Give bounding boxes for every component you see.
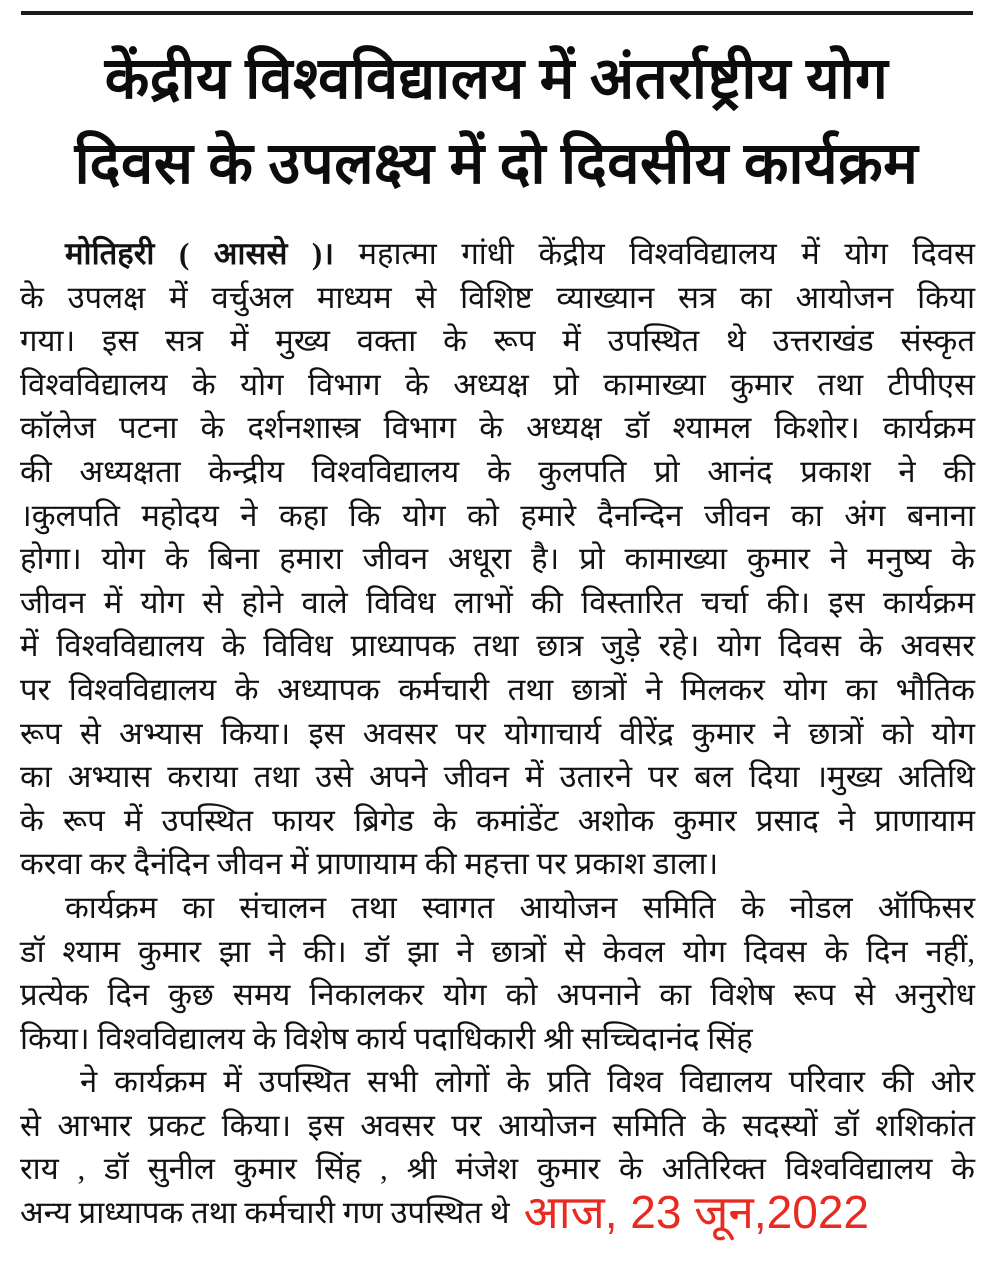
top-rule-divider bbox=[21, 11, 973, 15]
line-text: के उपलक्ष में वर्चुअल माध्यम से विशिष्ट व्याख्यान सत्र का आयोजन किया bbox=[20, 279, 975, 315]
line-text: की अध्यक्षता केन्द्रीय विश्वविद्यालय के कुलपति प्रो आनंद प्रकाश ने की bbox=[20, 453, 975, 489]
line-text: पर विश्वविद्यालय के अध्यापक कर्मचारी तथा छात्रों ने मिलकर योग का भौतिक bbox=[20, 671, 975, 707]
line-text: ।कुलपति महोदय ने कहा कि योग को हमारे दैनन्दिन जीवन का अंग बनाना bbox=[20, 497, 975, 533]
headline-line-1: केंद्रीय विश्वविद्यालय में अंतर्राष्ट्रीय योग bbox=[104, 46, 889, 111]
article-line bbox=[20, 276, 975, 320]
line-text: अन्य प्राध्यापक तथा कर्मचारी गण उपस्थित थे bbox=[20, 1195, 510, 1231]
line-text: महात्मा गांधी केंद्रीय विश्वविद्यालय में योग दिवस bbox=[358, 236, 975, 271]
article-line bbox=[20, 755, 975, 799]
article-line bbox=[20, 624, 975, 668]
line-text: जीवन में योग से होने वाले विविध लाभों की विस्तारित चर्चा की। इस कार्यक्रम bbox=[20, 584, 975, 620]
article-line bbox=[20, 799, 975, 843]
line-text: गया। इस सत्र में मुख्य वक्ता के रूप में उपस्थित थे उत्तराखंड संस्कृत bbox=[20, 323, 975, 359]
line-text: डॉ श्याम कुमार झा ने की। डॉ झा ने छात्रों से केवल योग दिवस के दिन नहीं, bbox=[20, 933, 975, 969]
article-line bbox=[20, 1104, 975, 1148]
article-line bbox=[20, 712, 975, 756]
article-line bbox=[20, 494, 975, 538]
line-text: से आभार प्रकट किया। इस अवसर पर आयोजन समिति के सदस्यों डॉ शशिकांत bbox=[20, 1107, 975, 1143]
article-line bbox=[20, 363, 975, 407]
article-line bbox=[20, 406, 975, 450]
article-line bbox=[20, 581, 975, 625]
line-text: रूप से अभ्यास किया। इस अवसर पर योगाचार्य वीरेंद्र कुमार ने छात्रों को योग bbox=[20, 715, 975, 751]
article-line bbox=[20, 319, 975, 363]
article-line bbox=[20, 930, 975, 974]
line-text: कॉलेज पटना के दर्शनशास्त्र विभाग के अध्यक्ष डॉ श्यामल किशोर। कार्यक्रम bbox=[20, 410, 975, 446]
line-text: करवा कर दैनंदिन जीवन में प्राणायाम की महत्ता पर प्रकाश डाला। bbox=[20, 846, 719, 882]
line-text: प्रत्येक दिन कुछ समय निकालकर योग को अपनाने का विशेष रूप से अनुरोध bbox=[20, 977, 975, 1013]
article-line bbox=[20, 1186, 975, 1239]
headline bbox=[0, 0, 993, 206]
publish-date: आज, 23 जून,2022 bbox=[523, 1186, 869, 1239]
line-text: कार्यक्रम का संचालन तथा स्वागत आयोजन समिति के नोडल ऑफिसर bbox=[65, 889, 975, 925]
line-text: में विश्वविद्यालय के विविध प्राध्यापक तथा छात्र जुड़े रहे। योग दिवस के अवसर bbox=[20, 628, 975, 664]
line-text: राय , डॉ सुनील कुमार सिंह , श्री मंजेश कुमार के अतिरिक्त विश्वविद्यालय के bbox=[20, 1151, 975, 1187]
article-line bbox=[20, 1147, 975, 1191]
headline-line-2: दिवस के उपलक्ष्य में दो दिवसीय कार्यक्रम bbox=[74, 131, 919, 196]
article-body bbox=[20, 232, 975, 1239]
article-line bbox=[20, 973, 975, 1017]
dateline: मोतिहरी ( आससे )। bbox=[65, 236, 359, 271]
line-text: विश्वविद्यालय के योग विभाग के अध्यक्ष प्रो कामाख्या कुमार तथा टीपीएस bbox=[20, 366, 975, 402]
article-line bbox=[20, 886, 975, 930]
line-text: ने कार्यक्रम में उपस्थित सभी लोगों के प्रति विश्व विद्यालय परिवार की ओर bbox=[80, 1064, 975, 1100]
article-line bbox=[20, 1017, 975, 1061]
article-line bbox=[20, 668, 975, 712]
line-text: होगा। योग के बिना हमारा जीवन अधूरा है। प्रो कामाख्या कुमार ने मनुष्य के bbox=[20, 541, 975, 577]
line-text: किया। विश्वविद्यालय के विशेष कार्य पदाधिकारी श्री सच्चिदानंद सिंह bbox=[20, 1020, 753, 1056]
article-line bbox=[20, 1060, 975, 1104]
article-line bbox=[20, 450, 975, 494]
article-line bbox=[20, 232, 975, 276]
article-line bbox=[20, 842, 975, 886]
line-text: के रूप में उपस्थित फायर ब्रिगेड के कमांडेंट अशोक कुमार प्रसाद ने प्राणायाम bbox=[20, 802, 975, 838]
article-line bbox=[20, 537, 975, 581]
line-text: का अभ्यास कराया तथा उसे अपने जीवन में उतारने पर बल दिया ।मुख्य अतिथि bbox=[20, 759, 975, 795]
